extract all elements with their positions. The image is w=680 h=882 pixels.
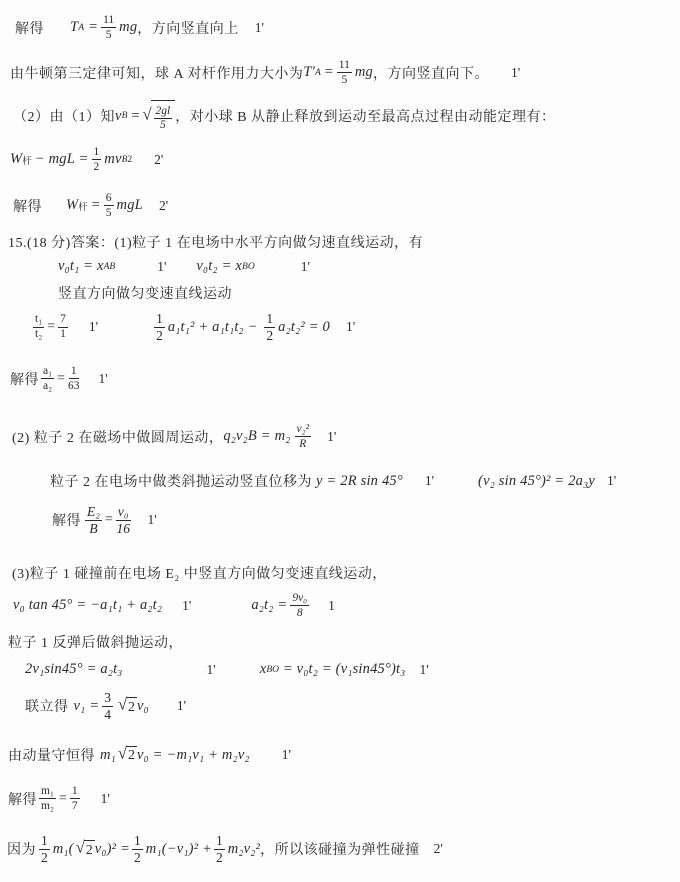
- radicand: 2: [126, 746, 137, 765]
- score-mark: 1': [607, 473, 617, 488]
- solve-label: 解得: [15, 21, 44, 37]
- rebound-eq-line: [25, 661, 429, 678]
- score-mark: 1': [176, 698, 187, 714]
- superscript: 2: [127, 154, 133, 165]
- fraction-numerator: 1: [41, 833, 48, 848]
- statement-text: 由动量守恒得: [8, 749, 95, 764]
- time-ratio-eq-line: [30, 311, 355, 344]
- fraction: [102, 690, 113, 723]
- direction-text: ，方向竖直向下。: [373, 66, 489, 82]
- fraction-numerator: 11: [337, 59, 352, 73]
- subscript: 杆: [22, 156, 32, 167]
- part3-intro-line: [12, 563, 387, 583]
- radicand: [151, 100, 176, 132]
- fraction-denominator: 2: [266, 328, 274, 344]
- score-mark: 1': [182, 597, 192, 613]
- fraction-numerator: 1: [156, 311, 163, 326]
- fraction: [264, 311, 275, 344]
- formula: m₁(: [52, 840, 74, 857]
- subscript: 杆: [78, 202, 88, 213]
- formula: T′: [303, 64, 315, 81]
- equals: =: [57, 370, 66, 386]
- v1-result-line: [25, 690, 186, 723]
- fraction: [295, 423, 312, 451]
- formula: W: [10, 151, 23, 168]
- fraction: [154, 105, 173, 133]
- formula: m₁(−v₁)² +: [145, 840, 212, 857]
- fraction-numerator: v₀: [117, 504, 129, 519]
- fraction-numerator: t₁: [33, 313, 44, 327]
- fraction-denominator: 2: [41, 850, 48, 866]
- score-mark: 1': [88, 319, 99, 335]
- equals: =: [130, 107, 141, 124]
- horizontal-motion-eq-line: [58, 258, 310, 275]
- fraction-numerator: 7: [58, 313, 68, 327]
- fraction-numerator: a₁: [41, 365, 54, 379]
- solve-label: 联立得: [25, 700, 69, 716]
- fraction-denominator: 4: [104, 707, 111, 723]
- fraction-denominator: 7: [71, 799, 78, 812]
- fraction: [101, 14, 116, 42]
- fraction-numerator: 1: [266, 311, 274, 326]
- score-mark: 1': [147, 512, 157, 528]
- fraction: [70, 785, 80, 813]
- fraction: [337, 59, 352, 87]
- fraction-denominator: 2: [215, 850, 223, 866]
- fraction-numerator: E₂: [87, 504, 100, 519]
- score-mark: 1': [100, 790, 110, 806]
- fraction-denominator: B: [89, 521, 98, 537]
- formula: v₀ = −m₁v₁ + m₂v₂: [136, 746, 250, 763]
- radicand: 2: [126, 697, 137, 716]
- statement-text: 竖直方向做匀变速直线运动: [58, 287, 232, 302]
- fraction-numerator: 1: [215, 833, 223, 848]
- fraction: [104, 192, 114, 220]
- radicand: 2: [84, 840, 95, 859]
- fraction-denominator: m₂: [41, 799, 54, 812]
- fraction: [132, 833, 143, 866]
- vb-known-line: [13, 100, 556, 132]
- formula: mg: [119, 19, 138, 36]
- elastic-collision-line: [7, 833, 443, 866]
- fraction-denominator: a₂: [43, 379, 53, 392]
- equals: =: [47, 319, 56, 335]
- formula: m₂v₂²: [227, 840, 261, 857]
- vertical-motion-text-line: [58, 283, 232, 303]
- fraction: [33, 313, 44, 341]
- formula: v: [115, 107, 122, 124]
- fraction: [85, 504, 102, 537]
- solve-label: 解得: [13, 199, 42, 215]
- score-mark: 1': [254, 19, 264, 35]
- radical-sign: √: [117, 694, 127, 714]
- subscript: A: [78, 22, 85, 33]
- fraction: [41, 365, 54, 393]
- score-mark: 1': [345, 319, 356, 335]
- e2-b-ratio-line: [52, 504, 157, 537]
- fraction-denominator: 2: [93, 160, 100, 173]
- score-mark: 2': [154, 151, 164, 167]
- score-mark: 1': [157, 258, 167, 274]
- solve-label: 解得: [52, 514, 81, 530]
- subscript: B: [121, 111, 128, 122]
- fraction: [92, 146, 102, 174]
- work-energy-eq-line: [10, 146, 163, 174]
- fraction-numerator: 3: [104, 690, 111, 705]
- fraction-numerator: v₂²: [295, 423, 312, 437]
- formula: v₀ tan 45° = −a₁t₁ + a₂t₂: [13, 597, 163, 614]
- fraction-denominator: t₂: [35, 328, 43, 341]
- score-mark: 1': [424, 473, 435, 488]
- formula: mv: [104, 151, 122, 168]
- solve-label: 解得: [10, 372, 39, 388]
- formula: v₀t₁ = x: [58, 258, 104, 274]
- subscript: B: [121, 154, 128, 165]
- projectile-displacement-line: [50, 471, 616, 491]
- formula: a₂t₂² = 0: [278, 318, 330, 335]
- fraction-numerator: 9v₀: [290, 592, 309, 606]
- direction-text: ，方向竖直向上: [137, 21, 239, 37]
- formula: y = 2R sin 45°: [316, 472, 403, 489]
- score-mark: 1': [98, 370, 108, 386]
- fraction-denominator: 2: [156, 328, 163, 344]
- score-mark: 1': [300, 258, 310, 274]
- fraction-denominator: 5: [105, 206, 112, 219]
- score-mark: 1: [328, 597, 335, 613]
- fraction-denominator: 5: [159, 119, 166, 132]
- ta-result-line: [15, 14, 264, 42]
- fraction: [214, 833, 225, 866]
- score-mark: 2': [433, 841, 443, 857]
- subscript: A: [314, 67, 321, 78]
- statement-text: （2）由（1）知: [13, 110, 115, 126]
- formula: v₀t₂ = x: [196, 258, 243, 274]
- statement-text: (3)粒子 1 碰撞前在电场 E₂ 中竖直方向做匀变速直线运动，: [12, 567, 387, 582]
- score-mark: 2': [158, 197, 169, 213]
- score-mark: 1': [281, 747, 291, 762]
- equals: =: [88, 19, 99, 36]
- formula: mg: [354, 64, 373, 81]
- statement-text: (2) 粒子 2 在磁场中做圆周运动，: [12, 430, 224, 446]
- subscript: BO: [242, 261, 255, 272]
- fraction-denominator: 8: [296, 606, 303, 619]
- fraction-numerator: 1: [134, 833, 141, 848]
- statement-text: 粒子 1 反弹后做斜抛运动，: [8, 636, 183, 651]
- fraction-denominator: 63: [68, 379, 80, 392]
- fraction: [58, 313, 68, 341]
- formula: m₁: [100, 746, 116, 763]
- mass-ratio-line: [8, 785, 110, 813]
- equals: =: [90, 197, 101, 214]
- formula: a₂t₂ =: [251, 597, 288, 614]
- subscript: BO: [266, 664, 280, 675]
- q15-answer-header-line: [8, 232, 423, 252]
- fraction-numerator: 1: [70, 785, 80, 799]
- fraction-numerator: 2gl: [154, 105, 173, 119]
- equals: =: [323, 64, 334, 81]
- radical-sign: √: [75, 837, 85, 857]
- fraction: [154, 311, 165, 344]
- statement-text: 由牛顿第三定律可知，球 A 对杆作用力大小为: [10, 66, 304, 82]
- rebound-text-line: [8, 632, 183, 652]
- solve-label: 解得: [8, 792, 37, 808]
- because-label: 因为: [7, 843, 36, 859]
- momentum-conservation-line: [8, 745, 291, 765]
- fraction-denominator: R: [299, 437, 307, 450]
- fraction: [68, 365, 80, 393]
- formula: − mgL =: [34, 151, 89, 168]
- fraction-denominator: 1: [60, 328, 66, 341]
- fraction-numerator: m₁: [39, 785, 56, 799]
- formula: x: [259, 661, 267, 677]
- fraction: [39, 785, 56, 813]
- fraction-numerator: 11: [101, 14, 116, 28]
- score-mark: 1': [327, 428, 337, 444]
- fraction: [116, 504, 131, 537]
- newton-third-law-line: [10, 59, 520, 87]
- fraction-numerator: 1: [69, 365, 79, 379]
- statement-text: ，对小球 B 从静止释放到运动至最高点过程由动能定理有：: [175, 110, 556, 126]
- formula: 2v₁sin45° = a₂t₃: [25, 661, 123, 677]
- score-mark: 1': [419, 661, 429, 677]
- formula: W: [66, 197, 79, 214]
- acceleration-ratio-line: [10, 365, 108, 393]
- fraction-denominator: 16: [116, 521, 130, 537]
- conclusion-text: ，所以该碰撞为弹性碰撞: [260, 843, 420, 859]
- circular-motion-eq-line: [12, 423, 336, 451]
- fraction-denominator: 2: [134, 850, 141, 866]
- formula: (v₂ sin 45°)² = 2a₃y: [478, 472, 596, 489]
- score-mark: 1': [206, 661, 216, 677]
- equals: =: [104, 512, 113, 528]
- equals: =: [58, 790, 67, 806]
- formula: v₁ =: [73, 697, 100, 714]
- fraction: [290, 592, 309, 620]
- fraction-denominator: 5: [341, 73, 348, 86]
- statement-text: 粒子 2 在电场中做类斜抛运动竖直位移为: [50, 475, 312, 490]
- fraction-numerator: 6: [104, 192, 114, 206]
- w-rod-result-line: [13, 192, 168, 220]
- formula: q₂v₂B = m₂: [223, 428, 291, 445]
- formula: = v₀t₂ = (v₁sin45°)t₃: [279, 661, 406, 677]
- formula: a₁t₁² + a₁t₁t₂ −: [167, 318, 262, 335]
- formula: v₀: [137, 697, 149, 714]
- formula: T: [70, 19, 79, 36]
- radical-sign: √: [142, 104, 152, 124]
- formula: v₀)² =: [94, 840, 131, 857]
- fraction: [39, 833, 50, 866]
- fraction-denominator: 5: [105, 28, 112, 41]
- formula: mgL: [116, 197, 143, 214]
- radical-sign: √: [117, 743, 127, 763]
- score-mark: 1': [511, 64, 521, 80]
- subscript: AB: [103, 261, 116, 272]
- fraction-numerator: 1: [92, 146, 102, 160]
- velocity-tan-eq-line: [13, 592, 335, 620]
- statement-text: 15.(18 分)答案：(1)粒子 1 在电场中水平方向做匀速直线运动，有: [8, 236, 424, 251]
